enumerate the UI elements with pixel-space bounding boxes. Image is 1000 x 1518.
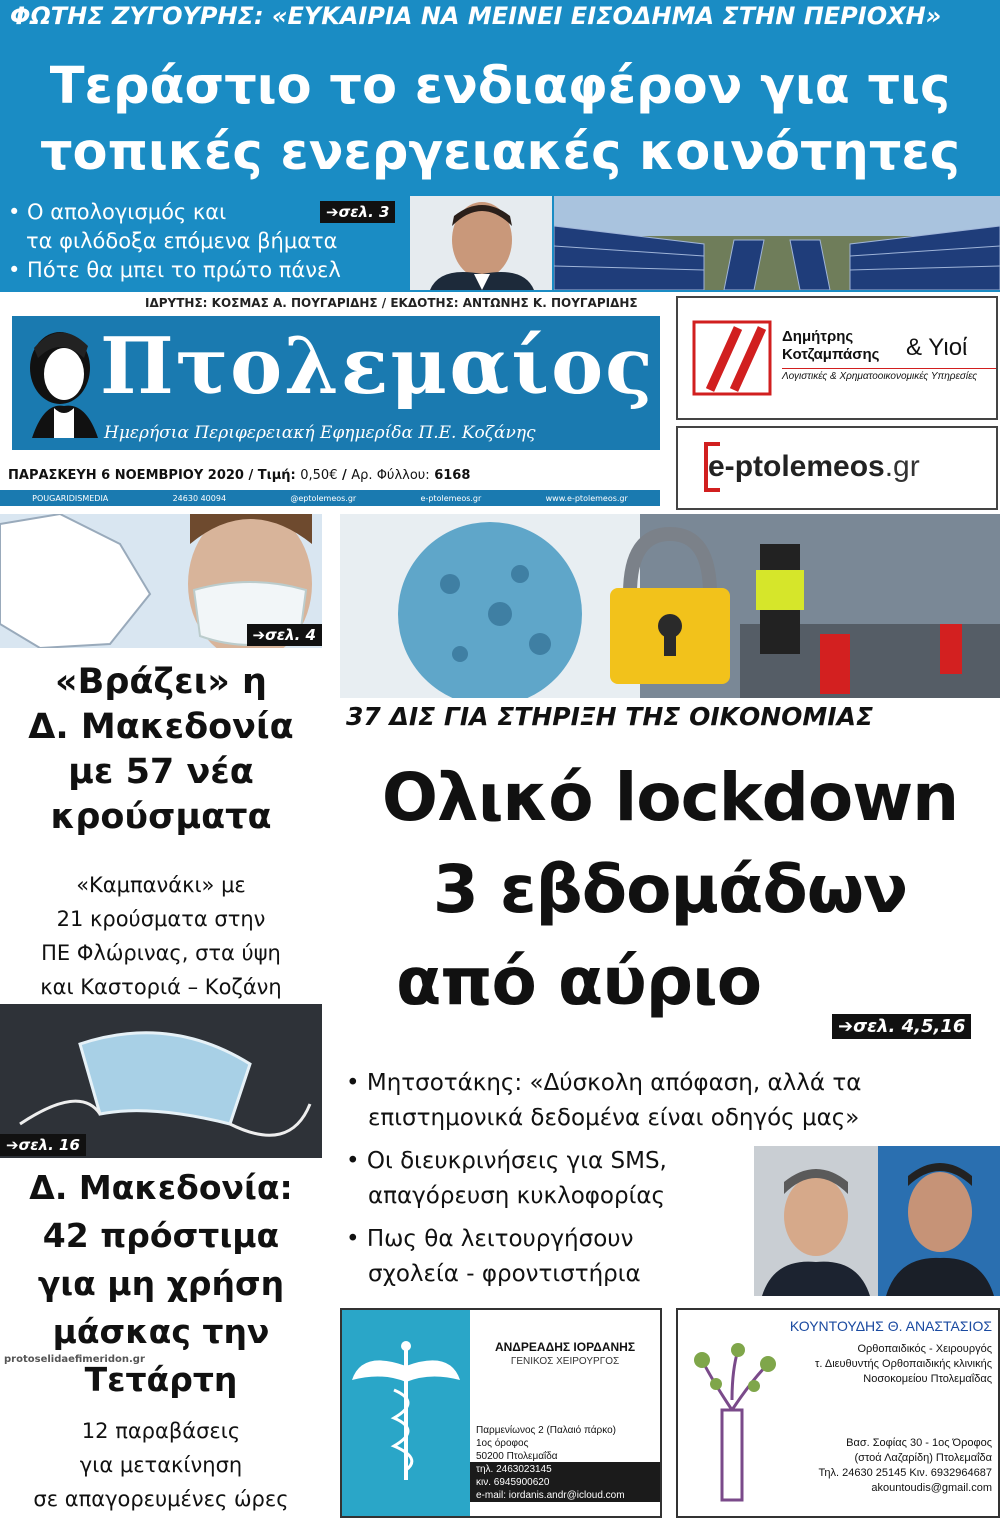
subhead-line: ΠΕ Φλώρινας, στα ύψη xyxy=(41,941,281,965)
page-ref-tag[interactable]: ➔σελ. 4,5,16 xyxy=(832,1014,971,1039)
social-web[interactable]: www.e-ptolemeos.gr xyxy=(545,493,628,503)
page-ref-tag[interactable]: ➔σελ. 4 xyxy=(247,624,322,646)
kotz-logo-icon xyxy=(692,318,772,398)
social-brand[interactable]: POUGARIDISMEDIA xyxy=(32,493,109,503)
social-facebook[interactable]: e-ptolemeos.gr xyxy=(420,493,482,503)
solar-panels-photo xyxy=(554,196,1000,290)
subhead-line: «Καμπανάκι» με xyxy=(76,873,246,897)
solar-illustration xyxy=(554,196,1000,290)
fines-headline[interactable] xyxy=(0,1164,322,1404)
doc2-a2: (στοά Λαζαρίδη) Πτολεμαΐδα xyxy=(854,1452,992,1464)
covid-subhead xyxy=(0,868,322,1004)
doc1-contact-bar xyxy=(470,1462,660,1502)
headline-line: για μη χρήση xyxy=(37,1264,285,1303)
top-headline[interactable] xyxy=(0,54,1000,186)
top-headline-line: Τεράστιο το ενδιαφέρον για τις xyxy=(49,57,951,116)
bullet-line: σχολεία - φροντιστήρια xyxy=(368,1261,641,1287)
issue-label: Αρ. Φύλλου: xyxy=(351,468,430,483)
subhead-line: για μετακίνηση xyxy=(79,1453,243,1477)
masthead-title[interactable]: Πτολεμαίος xyxy=(100,321,655,412)
ept-logo-main: ptolemeos xyxy=(734,450,885,483)
mask-woman-photo xyxy=(0,514,322,648)
ad-kotzampasis[interactable] xyxy=(676,296,998,420)
doc2-address xyxy=(778,1436,998,1496)
bullet-line: • Πως θα λειτουργήσουν xyxy=(346,1226,634,1252)
caduceus-panel xyxy=(342,1310,470,1516)
ptolemy-bust-logo xyxy=(14,318,104,438)
subhead-line: σε απαγορευμένες ώρες xyxy=(33,1487,289,1511)
bullet-line: επιστημονικά δεδομένα είναι οδηγός μας» xyxy=(368,1105,860,1131)
social-twitter[interactable]: @eptolemeos.gr xyxy=(290,493,357,503)
doc1-tel[interactable]: τηλ. 2463023145 xyxy=(476,1464,552,1475)
page-ref-tag[interactable]: ➔σελ. 16 xyxy=(0,1134,86,1156)
ad-andreadis[interactable] xyxy=(340,1308,662,1518)
main-bullet xyxy=(346,1066,992,1136)
watermark: protoselidaefimeridon.gr xyxy=(4,1354,145,1365)
price-value: 0,50€ xyxy=(300,468,338,483)
subhead-line: 21 κρούσματα στην xyxy=(56,907,266,931)
doc2-l2: τ. Διευθυντής Ορθοπαιδικής κλινικής xyxy=(815,1358,992,1370)
social-phone[interactable]: 24630 40094 xyxy=(172,493,227,503)
main-headline-line: 3 εβδομάδων xyxy=(432,851,908,928)
main-kicker: 37 ΔΙΣ ΓΙΑ ΣΤΗΡΙΞΗ ΤΗΣ ΟΙΚΟΝΟΜΙΑΣ xyxy=(346,702,874,731)
headline-line: κρούσματα xyxy=(50,797,272,837)
top-bullet-cont: τα φιλόδοξα επόμενα βήματα xyxy=(26,229,338,253)
doc2-l3: Νοσοκομείου Πτολεμαΐδας xyxy=(863,1373,992,1385)
portrait-illustration xyxy=(410,196,552,290)
tree-bone-logo xyxy=(682,1340,792,1510)
main-headline-line: Ολικό lockdown xyxy=(381,759,959,836)
page-ref-tag[interactable]: ➔σελ. 3 xyxy=(320,201,395,223)
doc2-a1: Βασ. Σοφίας 30 - 1ος Όροφος xyxy=(846,1437,992,1449)
fines-subhead xyxy=(0,1414,322,1516)
doc2-name: ΚΟΥΝΤΟΥΔΗΣ Θ. ΑΝΑΣΤΑΣΙΟΣ xyxy=(789,1318,992,1334)
doc2-specialty xyxy=(758,1342,998,1387)
headline-line: μάσκας την xyxy=(52,1312,270,1351)
politicians-photo xyxy=(754,1146,1000,1296)
lockdown-photo xyxy=(340,514,1000,698)
doc1-addr3: 50200 Πτολεμαΐδα xyxy=(476,1451,558,1462)
subhead-line: και Καστοριά – Κοζάνη xyxy=(40,975,282,999)
dateline: ΠΑΡΑΣΚΕΥΗ 6 ΝΟΕΜΒΡΙΟΥ 2020 / Τιμή: 0,50€ / Αρ. Φύλλου: 6168 xyxy=(8,468,471,483)
headline-line: Τετάρτη xyxy=(84,1360,238,1399)
headline-line: «Βράζει» η xyxy=(55,662,267,702)
headline-line: Δ. Μακεδονία xyxy=(28,707,294,747)
covid-headline[interactable] xyxy=(0,660,322,840)
caduceus-icon xyxy=(342,1310,470,1516)
headline-line: 42 πρόστιμα xyxy=(42,1216,280,1255)
doc1-title: ΓΕΝΙΚΟΣ ΧΕΙΡΟΥΡΓΟΣ xyxy=(510,1356,620,1367)
ept-logo xyxy=(708,450,920,484)
bullet-line: • Οι διευκρινήσεις για SMS, xyxy=(346,1148,667,1174)
kotz-desc: Λογιστικές & Χρηματοοικονομικές Υπηρεσίες xyxy=(782,368,996,382)
mask-photo xyxy=(0,1004,322,1158)
kotz-suffix: & Υιοί xyxy=(906,334,968,361)
main-headline-line: από αύριο xyxy=(396,943,762,1020)
headline-line: με 57 νέα xyxy=(68,752,254,792)
kotz-names xyxy=(782,328,880,364)
subhead-line: 12 παραβάσεις xyxy=(81,1419,241,1443)
doc2-email[interactable]: akountoudis@gmail.com xyxy=(871,1482,992,1494)
doc1-email[interactable]: e-mail: iordanis.andr@icloud.com xyxy=(476,1490,625,1501)
top-bullet: • Πότε θα μπει το πρώτο πάνελ xyxy=(8,258,341,282)
top-bullet: • Ο απολογισμός και xyxy=(8,200,227,224)
founder-line: ΙΔΡΥΤΗΣ: ΚΟΣΜΑΣ Α. ΠΟΥΓΑΡΙΔΗΣ / ΕΚΔΟΤΗΣ: ΑΝΤΩΝΗΣ Κ. ΠΟΥΓΑΡΙΔΗΣ xyxy=(145,296,638,310)
top-kicker: ΦΩΤΗΣ ΖΥΓΟΥΡΗΣ: «ΕΥΚΑΙΡΙΑ ΝΑ ΜΕΙΝΕΙ ΕΙΣΟΔΗΜΑ ΣΤΗΝ ΠΕΡΙΟΧΗ» xyxy=(10,2,942,30)
headline-line: Δ. Μακεδονία: xyxy=(29,1168,293,1207)
ad-eptolemeos[interactable] xyxy=(676,426,998,510)
masthead-subtitle: Ημερήσια Περιφερειακή Εφημερίδα Π.Ε. Κοζάνης xyxy=(104,423,536,443)
lockdown-illustration xyxy=(340,514,1000,698)
bullet-line: • Μητσοτάκης: «Δύσκολη απόφαση, αλλά τα xyxy=(346,1070,862,1096)
doc1-addr1: Παρμενίωνος 2 (Παλαιό πάρκο) xyxy=(476,1425,616,1436)
main-headline[interactable] xyxy=(340,752,1000,1028)
ept-logo-e: e- xyxy=(708,450,735,483)
doc1-addr2: 1ος όροφος xyxy=(476,1438,529,1449)
issue-number: 6168 xyxy=(434,468,471,483)
doc1-name: ΑΝΔΡΕΑΔΗΣ ΙΟΡΔΑΝΗΣ xyxy=(494,1340,636,1354)
kotz-name2: Κοτζαμπάσης xyxy=(782,346,880,363)
doc1-address xyxy=(476,1424,616,1463)
doc1-mob[interactable]: κιν. 6945900620 xyxy=(476,1477,550,1488)
ad-kountoudis[interactable] xyxy=(676,1308,1000,1518)
price-label: Τιμή: xyxy=(257,468,296,483)
top-headline-line: τοπικές ενεργειακές κοινότητες xyxy=(39,123,961,182)
ept-logo-tld: .gr xyxy=(884,450,920,483)
kotz-name1: Δημήτρης xyxy=(782,328,854,345)
social-strip xyxy=(0,490,660,506)
bullet-line: απαγόρευση κυκλοφορίας xyxy=(368,1183,666,1209)
issue-date: ΠΑΡΑΣΚΕΥΗ 6 ΝΟΕΜΒΡΙΟΥ 2020 xyxy=(8,468,244,483)
doc2-a3[interactable]: Τηλ. 24630 25145 Κιν. 6932964687 xyxy=(818,1467,992,1479)
doc2-l1: Ορθοπαιδικός - Χειρουργός xyxy=(857,1343,992,1355)
minister-photo xyxy=(410,196,552,290)
politicians-illustration xyxy=(754,1146,1000,1296)
